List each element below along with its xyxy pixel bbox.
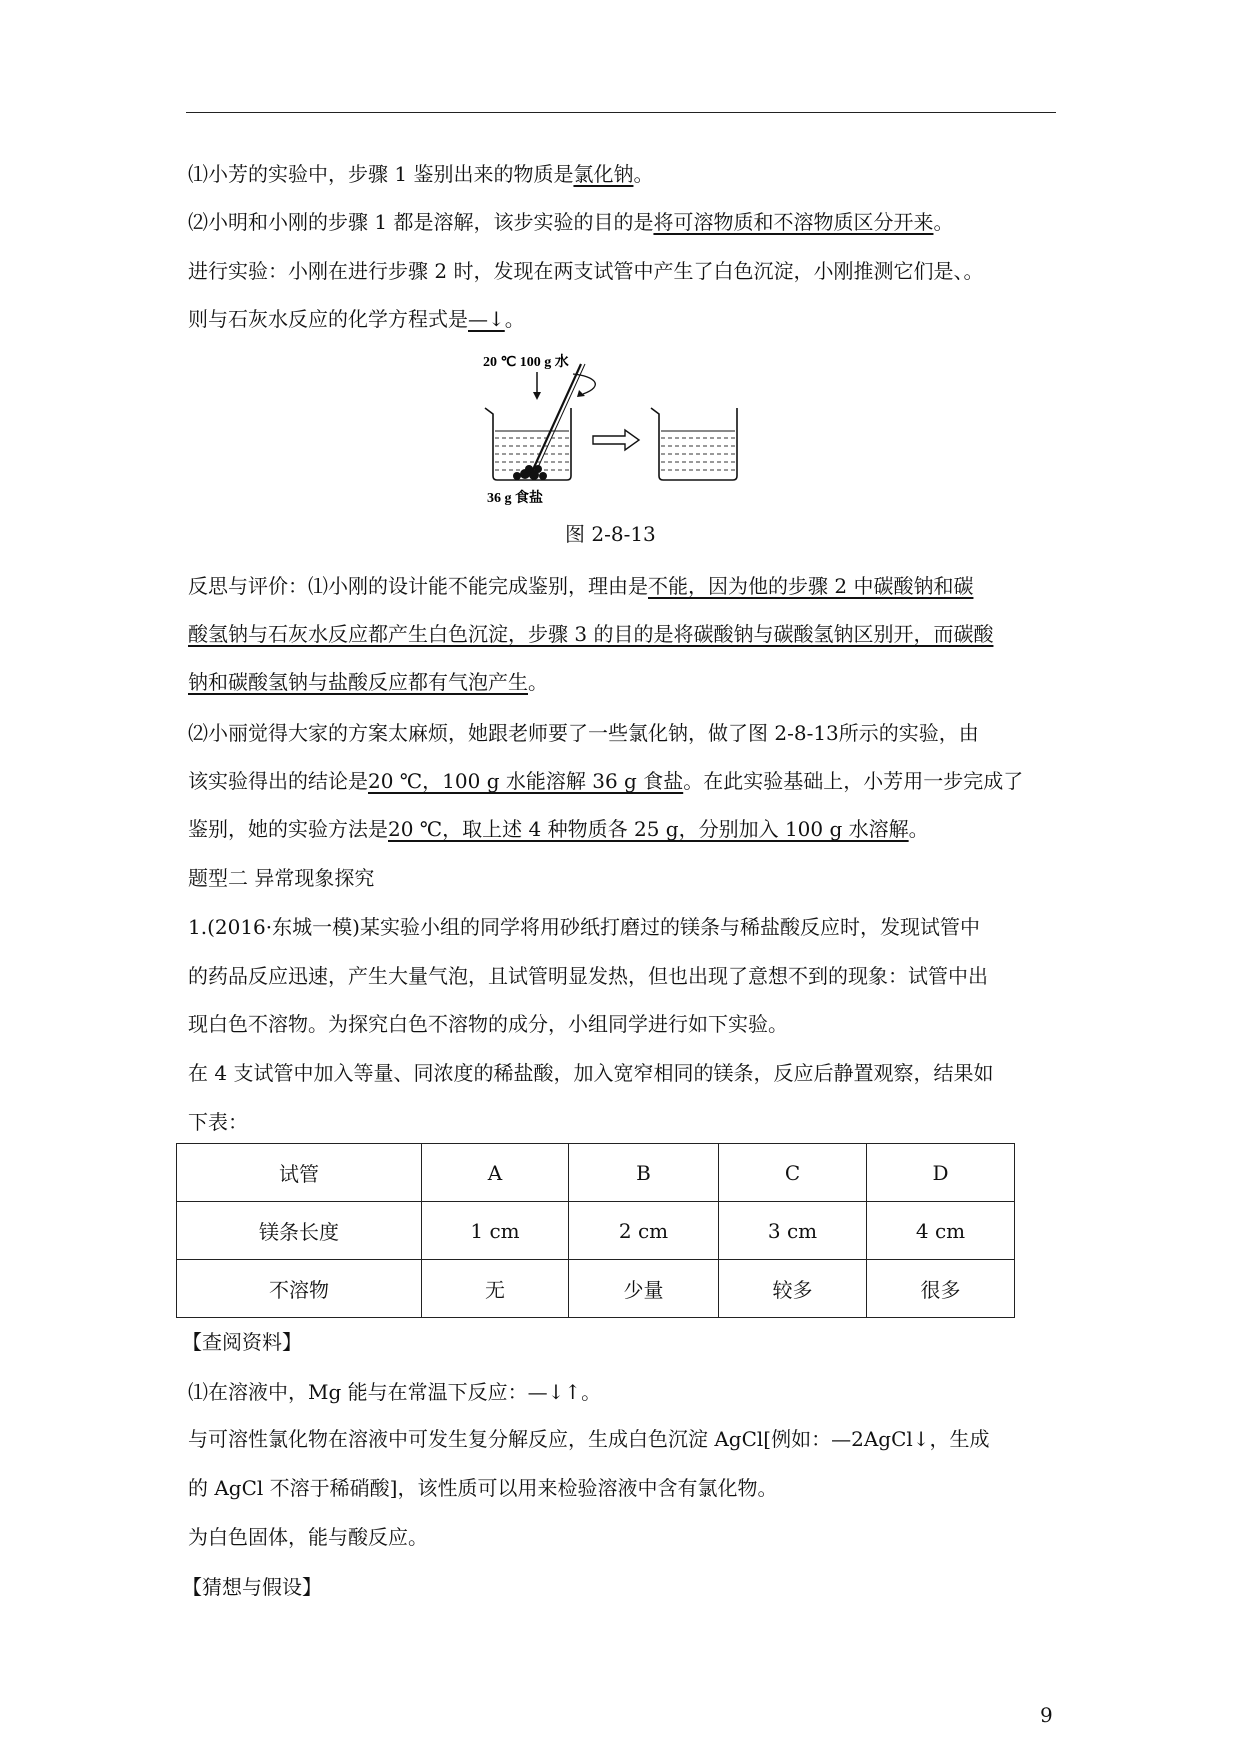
paragraph-1 bbox=[188, 160, 653, 188]
text: 。 bbox=[504, 307, 525, 331]
beaker-figure bbox=[455, 348, 755, 513]
table-cell: 不溶物 bbox=[177, 1260, 422, 1318]
table-row bbox=[177, 1144, 1015, 1202]
answer: 将可溶物质和不溶物质区分开来 bbox=[653, 210, 934, 234]
text: 。 bbox=[933, 210, 954, 234]
results-table bbox=[176, 1143, 1015, 1318]
page-number: 9 bbox=[1040, 1703, 1053, 1727]
header-rule bbox=[186, 112, 1056, 113]
text: 。 bbox=[633, 162, 654, 186]
paragraph-5-line-2 bbox=[188, 620, 993, 648]
table-cell: 很多 bbox=[867, 1260, 1015, 1318]
paragraph-5-line-3 bbox=[188, 668, 548, 696]
figure-label-bottom: 36 g 食盐 bbox=[487, 491, 543, 506]
section-heading: 题型二 异常现象探究 bbox=[188, 866, 375, 890]
figure-label-top: 20 ℃ 100 g 水 bbox=[483, 355, 569, 370]
reference-line-1: ⑴在溶液中，Mg 能与在常温下反应：—↓↑。 bbox=[188, 1380, 602, 1404]
paragraph-6-line-2 bbox=[188, 767, 1023, 795]
text: 。在此实验基础上，小芳用一步完成了 bbox=[683, 769, 1024, 793]
salt-pile bbox=[513, 465, 547, 480]
table-cell: D bbox=[867, 1144, 1015, 1202]
table-cell: 无 bbox=[422, 1260, 569, 1318]
arrow-right-icon bbox=[593, 430, 639, 450]
question-1-line-2: 的药品反应迅速，产生大量气泡，且试管明显发热，但也出现了意想不到的现象：试管中出 bbox=[188, 964, 988, 988]
text: 鉴别，她的实验方法是 bbox=[188, 817, 388, 841]
reference-title: 【查阅资料】 bbox=[182, 1330, 302, 1354]
question-1-line-4: 在 4 支试管中加入等量、同浓度的稀盐酸，加入宽窄相同的镁条，反应后静置观察，结果如 bbox=[188, 1061, 994, 1085]
table-cell: 4 cm bbox=[867, 1202, 1015, 1260]
question-1-line-5: 下表： bbox=[188, 1110, 248, 1134]
table-cell: C bbox=[719, 1144, 867, 1202]
table-cell: 试管 bbox=[177, 1144, 422, 1202]
reference-line-2: 与可溶性氯化物在溶液中可发生复分解反应，生成白色沉淀 AgCl[例如：—2AgCl↓，生成 bbox=[188, 1427, 990, 1451]
answer: 酸氢钠与石灰水反应都产生白色沉淀，步骤 3 的目的是将碳酸钠与碳酸氢钠区别开，而碳酸 bbox=[188, 622, 994, 646]
table-row bbox=[177, 1260, 1015, 1318]
table-cell: 3 cm bbox=[719, 1202, 867, 1260]
table-cell: 较多 bbox=[719, 1260, 867, 1318]
question-1-line-3: 现白色不溶物。为探究白色不溶物的成分，小组同学进行如下实验。 bbox=[188, 1012, 788, 1036]
answer: —↓ bbox=[468, 307, 505, 331]
paragraph-5-line-1 bbox=[188, 572, 973, 600]
question-1-line-1: 1.(2016·东城一模)某实验小组的同学将用砂纸打磨过的镁条与稀盐酸反应时，发现试管中 bbox=[188, 915, 980, 939]
answer: 不能，因为他的步骤 2 中碳酸钠和碳 bbox=[648, 574, 974, 598]
paragraph-6-line-3 bbox=[188, 815, 929, 843]
table-cell: A bbox=[422, 1144, 569, 1202]
text: 。 bbox=[908, 817, 929, 841]
table-cell: 镁条长度 bbox=[177, 1202, 422, 1260]
table-cell: 2 cm bbox=[569, 1202, 719, 1260]
table-cell: B bbox=[569, 1144, 719, 1202]
hypothesis-title: 【猜想与假设】 bbox=[182, 1575, 322, 1599]
text: 反思与评价：⑴小刚的设计能不能完成鉴别，理由是 bbox=[188, 574, 648, 598]
text: ⑵小明和小刚的步骤 1 都是溶解，该步实验的目的是 bbox=[188, 210, 654, 234]
reference-line-3: 的 AgCl 不溶于稀硝酸]，该性质可以用来检验溶液中含有氯化物。 bbox=[188, 1476, 778, 1500]
paragraph-3: 进行实验：小刚在进行步骤 2 时，发现在两支试管中产生了白色沉淀，小刚推测它们是、。 bbox=[188, 259, 984, 283]
table-cell: 少量 bbox=[569, 1260, 719, 1318]
paragraph-2 bbox=[188, 208, 953, 236]
text: ⑴小芳的实验中，步骤 1 鉴别出来的物质是 bbox=[188, 162, 574, 186]
answer: 20 ℃，取上述 4 种物质各 25 g，分别加入 100 g 水溶解 bbox=[388, 817, 909, 841]
text: 。 bbox=[528, 670, 548, 694]
reference-line-4: 为白色固体，能与酸反应。 bbox=[188, 1525, 428, 1549]
table-cell: 1 cm bbox=[422, 1202, 569, 1260]
figure-caption: 图 2-8-13 bbox=[565, 522, 656, 546]
text: 则与石灰水反应的化学方程式是 bbox=[188, 307, 468, 331]
text: 该实验得出的结论是 bbox=[188, 769, 368, 793]
answer: 20 ℃，100 g 水能溶解 36 g 食盐 bbox=[368, 769, 684, 793]
paragraph-4 bbox=[188, 305, 525, 333]
answer: 钠和碳酸氢钠与盐酸反应都有气泡产生 bbox=[188, 670, 528, 694]
paragraph-6-line-1: ⑵小丽觉得大家的方案太麻烦，她跟老师要了一些氯化钠，做了图 2-8-13所示的实验，由 bbox=[188, 721, 979, 745]
answer: 氯化钠 bbox=[573, 162, 634, 186]
table-row bbox=[177, 1202, 1015, 1260]
